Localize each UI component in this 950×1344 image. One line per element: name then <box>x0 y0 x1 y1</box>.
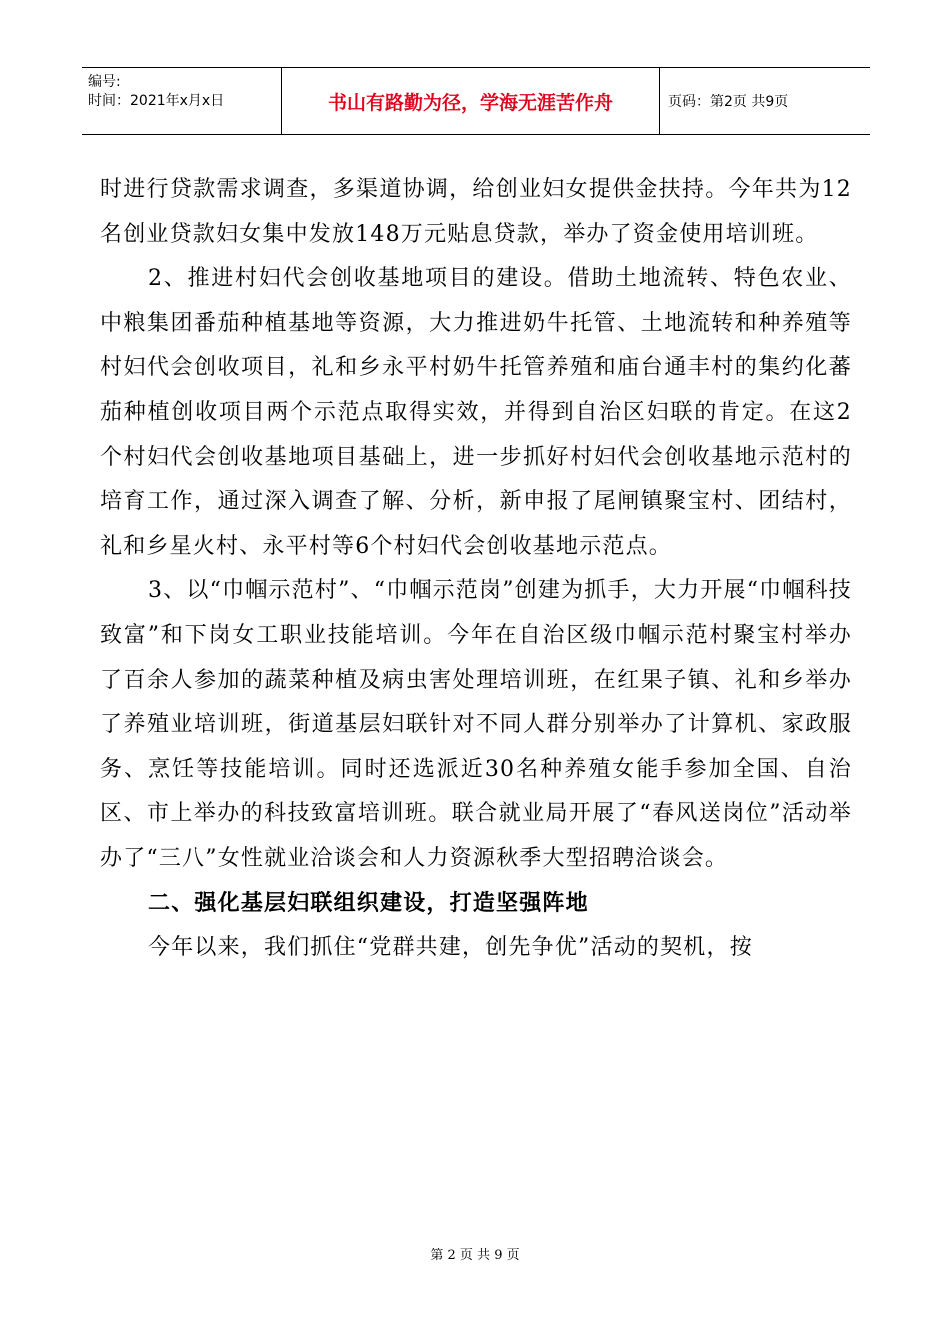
paragraph-2: 2、推进村妇代会创收基地项目的建设。借助土地流转、特色农业、中粮集团番茄种植基地等资源，大力推进奶牛托管、土地流转和种养殖等村妇代会创收项目，礼和乡永平村奶牛托管养殖和庙台通丰村的集约化蕃茄种植创收项目两个示范点取得实效，并得到自治区妇联的肯定。在这2个村妇代会创收基地项目基础上，进一步抓好村妇代会创收基地示范村的培育工作，通过深入调查了解、分析，新申报了尾闸镇聚宝村、团结村，礼和乡星火村、永平村等6个村妇代会创收基地示范点。 <box>100 266 852 559</box>
paragraph-4: 今年以来，我们抓住“党群共建，创先争优”活动的契机，按 <box>148 935 753 961</box>
paragraph-1: 时进行贷款需求调查，多渠道协调，给创业妇女提供金扶持。今年共为12名创业贷款妇女集中发放148万元贴息贷款，举办了资金使用培训班。 <box>100 177 852 247</box>
section-heading: 二、强化基层妇联组织建设，打造坚强阵地 <box>148 890 589 916</box>
paragraph-3: 3、以“巾帼示范村”、“巾帼示范岗”创建为抓手，大力开展“巾帼科技致富”和下岗女工职业技能培训。今年在自治区级巾帼示范村聚宝村举办了百余人参加的蔬菜种植及病虫害处理培训班，在红果子镇、礼和乡举办了养殖业培训班，街道基层妇联针对不同人群分别举办了计算机、家政服务、烹饪等技能培训。同时还选派近30名种养殖女能手参加全国、自治区、市上举办的科技致富培训班。联合就业局开展了“春风送岗位”活动举办了“三八”女性就业洽谈会和人力资源秋季大型招聘洽谈会。 <box>100 578 852 871</box>
header-table <box>82 67 870 135</box>
page-footer: 第 2 页 共 9 页 <box>430 1248 520 1263</box>
serial-label: 编号: <box>88 74 121 90</box>
time-label: 时间：2021年x月x日 <box>88 93 225 109</box>
header-page-info: 页码：第2页 共9页 <box>668 94 789 110</box>
header-motto: 书山有路勤为径，学海无涯苦作舟 <box>282 68 660 134</box>
header-meta <box>82 68 282 134</box>
document-body <box>100 168 852 971</box>
